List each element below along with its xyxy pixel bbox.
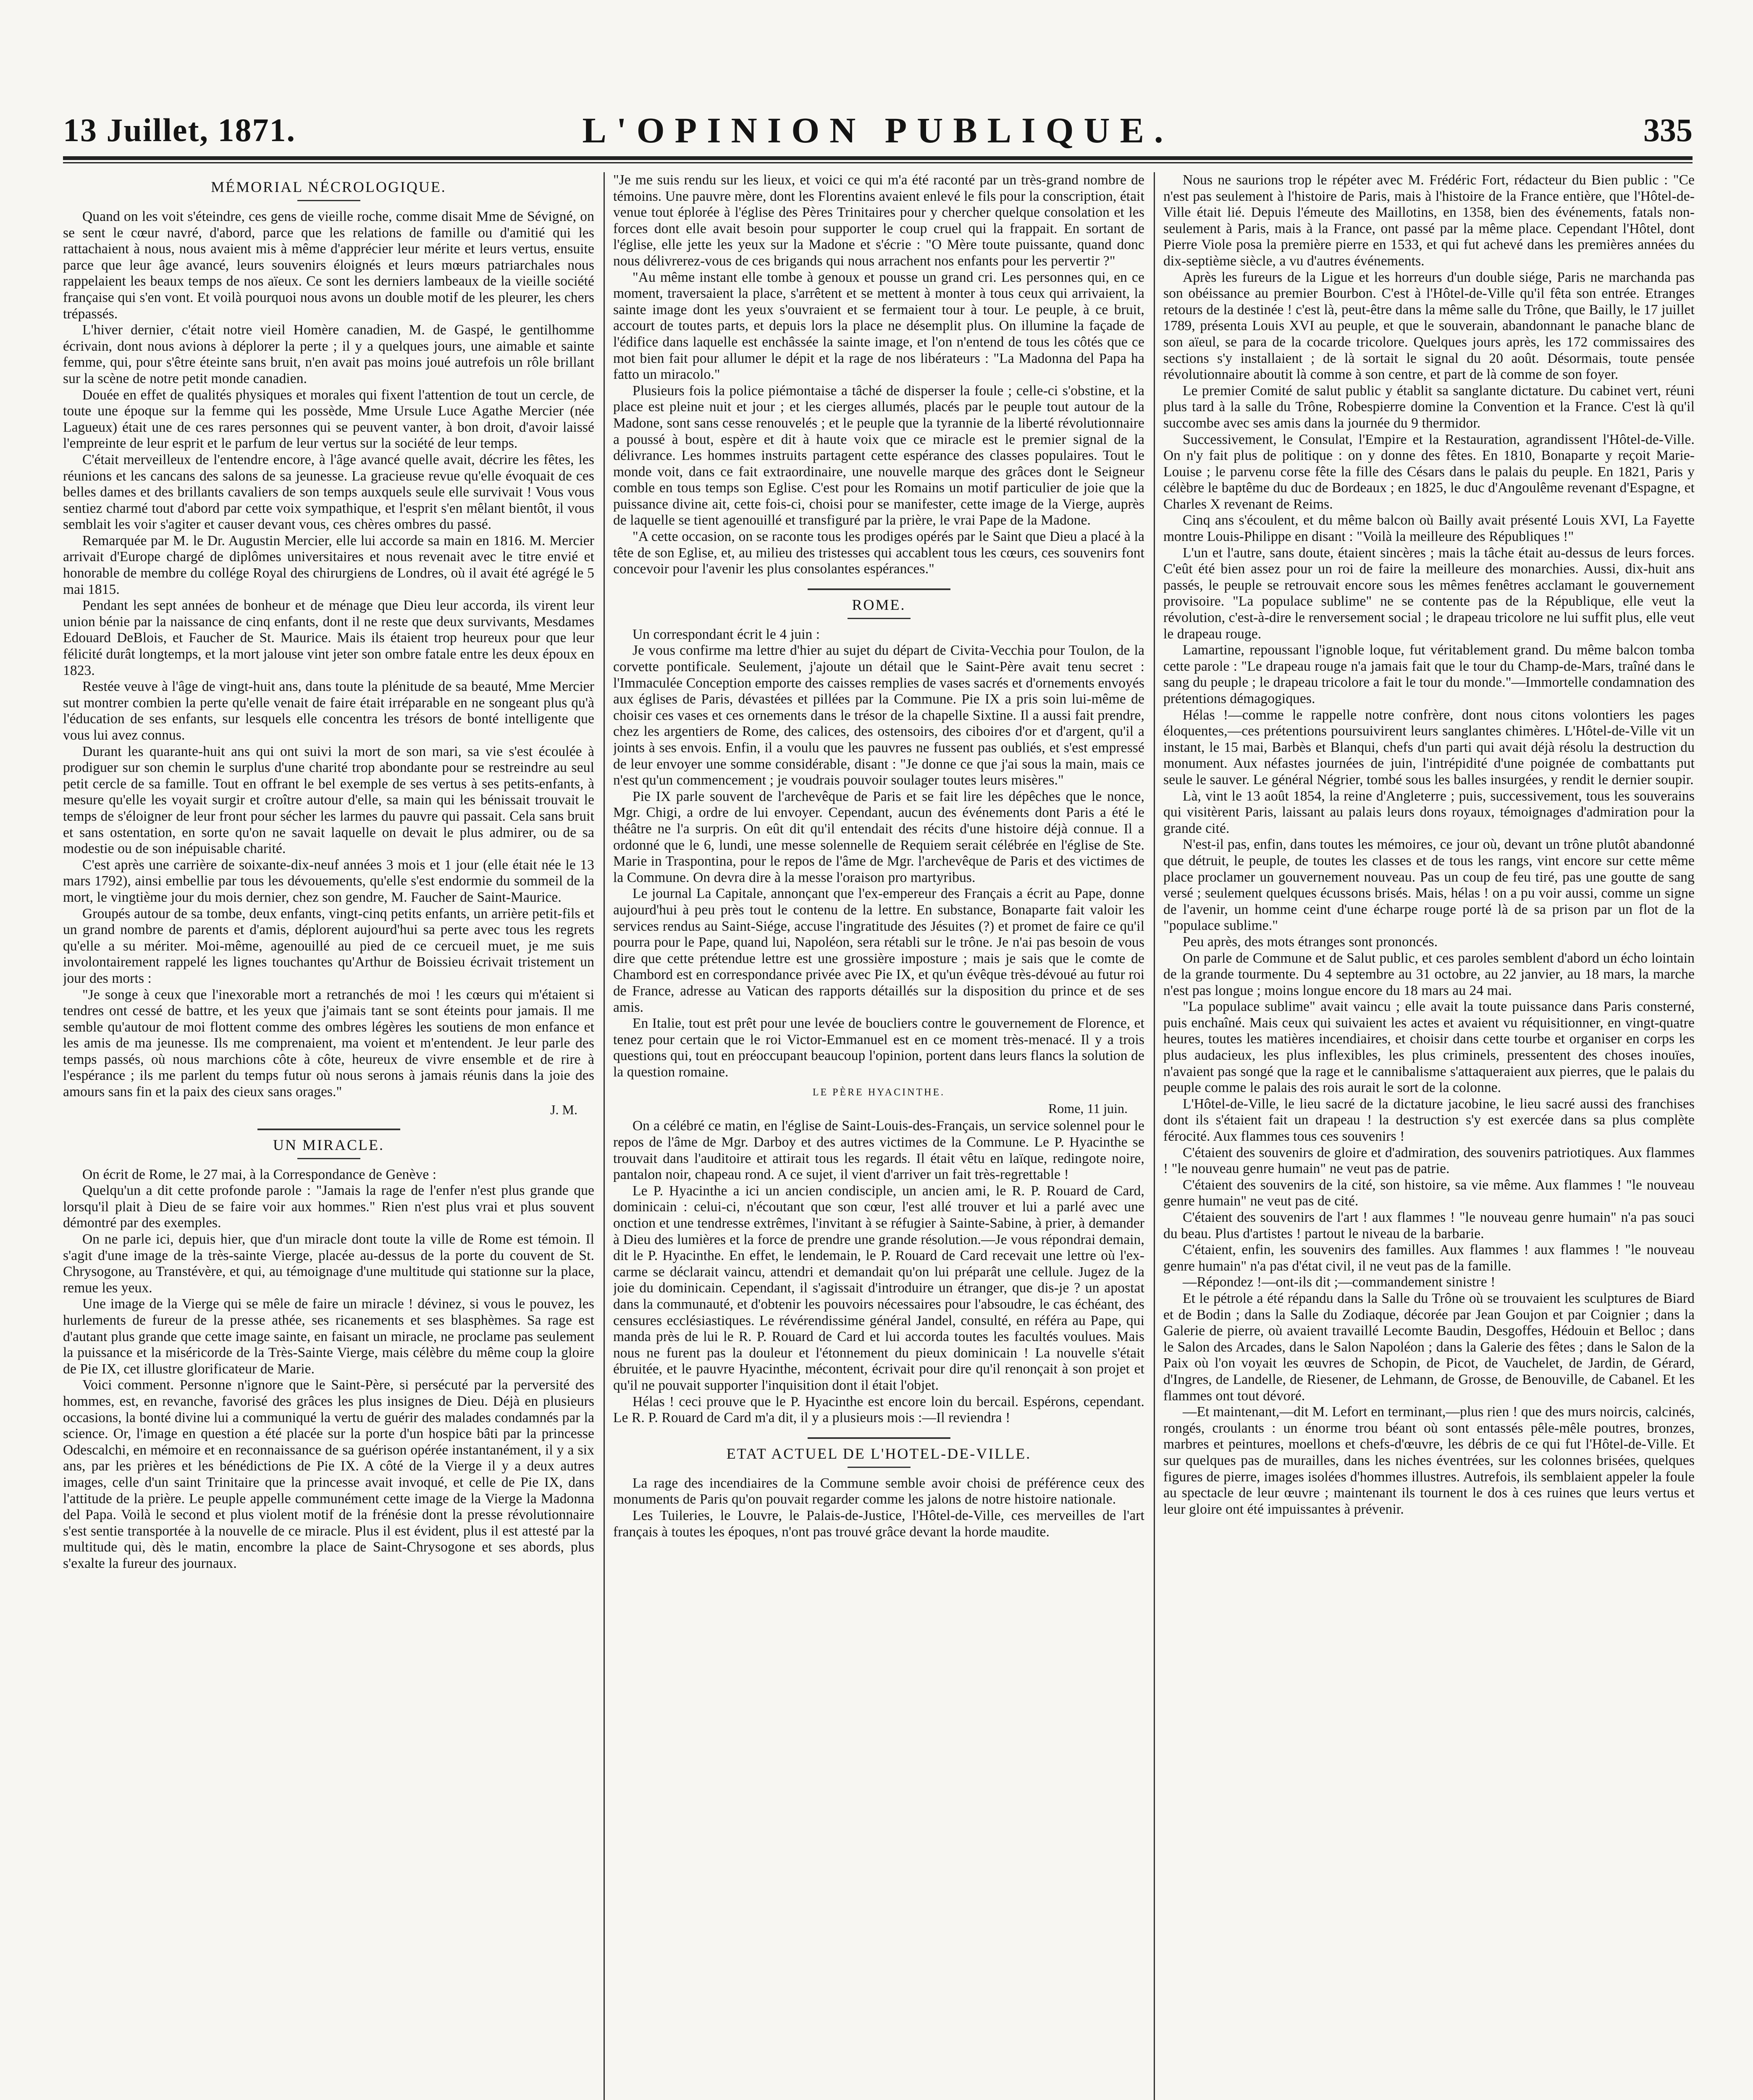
paragraph: C'étaient des souvenirs de la cité, son histoire, sa vie même. Aux flammes ! "le nouveau genre humain" ne veut pas de cité. [1163, 1177, 1695, 1209]
paragraph: Nous ne saurions trop le répéter avec M. Frédéric Fort, rédacteur du Bien public : "Ce n'est pas seulement à l'histoire de Paris, mais à l'histoire de la France entière, que l'Hôtel-de-Ville était lié. Depuis l'émeute des Maillotins, en 1358, bien des événements, fatals non-seulement à Paris, mais à la France, ont passé par la même place. Cependant l'Hôtel, dont Pierre Viole posa la première pierre en 1533, et qui fut achevé dans les premières années du dix-septième siècle, a vu d'autres événements. [1163, 172, 1695, 269]
section-rule [808, 588, 950, 590]
paragraph: C'étaient des souvenirs de gloire et d'admiration, des souvenirs patriotiques. Aux flammes ! "le nouveau genre humain" ne veut pas de patrie. [1163, 1144, 1695, 1177]
paragraph: L'hiver dernier, c'était notre vieil Homère canadien, M. de Gaspé, le gentilhomme écrivain, dont nous avions à déplorer la perte ; il y a quelques jours, une aimable et sainte femme, qui, pour s'être éteinte sans bruit, n'en avait pas moins joué autrefois un rôle brillant sur la scène de notre petit monde canadien. [63, 322, 594, 386]
paragraph: L'un et l'autre, sans doute, étaient sincères ; mais la tâche était au-dessus de leurs forces. C'eût été bien assez pour un roi de faire la meilleure des monarchies. Aussi, dix-huit ans passés, le peuple se retrouvait encore sous les mêmes fenêtres acclamant le gouvernement provisoire. "La populace sublime" ne se contente pas de la République, elle veut la révolution, c'est-à-dire le renversement social ; le drapeau tricolore ne lui suffit plus, elle veut le drapeau rouge. [1163, 545, 1695, 642]
paragraph: "Au même instant elle tombe à genoux et pousse un grand cri. Les personnes qui, en ce moment, traversaient la place, s'arrêtent et se mettent à monter à tous ceux qui arrivaient, la sainte image dont les yeux s'ouvraient et se fermaient tour à tour. Le peuple, à ce bruit, accourt de toutes parts, et depuis lors la place ne désemplit plus. On illumine la façade de l'édifice dans laquelle est enchâssée la sainte image, et l'on n'entend de tous les côtés que ce mot bien fait pour allumer le dépit et la rage de nos libérateurs : "La Madonna del Papa ha fatto un miracolo." [613, 269, 1144, 383]
memorial-article [63, 209, 594, 1118]
masthead [63, 107, 1693, 153]
paragraph: L'Hôtel-de-Ville, le lieu sacré de la dictature jacobine, le lieu sacré aussi des franchises dont ils s'étaient fait un drapeau ! la destruction s'y est exercée dans sa plus complète férocité. Aux flammes tous ces souvenirs ! [1163, 1096, 1695, 1144]
hotel-de-ville-article-continued [1163, 172, 1695, 1517]
rome-article [613, 627, 1144, 1081]
paragraph: C'est après une carrière de soixante-dix-neuf années 3 mois et 1 jour (elle était née le 13 mars 1792), ainsi embellie par tous les dévouements, qu'elle s'est endormie du sommeil de la mort, le vingtième jour du mois dernier, chez son gendre, M. Faucher de Saint-Maurice. [63, 857, 594, 905]
hyacinthe-article [613, 1101, 1144, 1426]
paragraph: Quelqu'un a dit cette profonde parole : "Jamais la rage de l'enfer n'est plus grande que lorsqu'il plait à Dieu de se faire voir aux hommes." Rien n'est plus vrai et plus souvent démontré par des exemples. [63, 1183, 594, 1231]
paragraph: Pendant les sept années de bonheur et de ménage que Dieu leur accorda, ils virent leur union bénie par la naissance de cinq enfants, dont il ne reste que deux survivants, Mesdames Edouard DeBlois, et Faucher de St. Maurice. Mais ils étaient trop heureux pour que leur félicité durât longtemps, et la mort jalouse vint jeter son ombre fatale entre les deux époux en 1823. [63, 598, 594, 678]
column-2 [613, 172, 1144, 2100]
paragraph: On écrit de Rome, le 27 mai, à la Correspondance de Genève : [82, 1166, 437, 1182]
paragraph: On a célébré ce matin, en l'église de Saint-Louis-des-Français, un service solennel pour le repos de l'âme de Mgr. Darboy et des autres victimes de la Commune. Le P. Hyacinthe se trouvait dans l'auditoire et attirait tous les regards. Il était vêtu en laïque, redingote noire, pantalon noir, chapeau rond. A ce sujet, il vient d'arriver un fait très-regrettable ! [613, 1118, 1144, 1183]
paragraph: Remarquée par M. le Dr. Augustin Mercier, elle lui accorde sa main en 1816. M. Mercier arrivait d'Europe chargé de diplômes universitaires et nous revenait avec le titre envié et honorable de membre du collége Royal des chirurgiens de Londres, où il avait été agrégé le 5 mai 1815. [63, 533, 594, 597]
paragraph: Cinq ans s'écoulent, et du même balcon où Bailly avait présenté Louis XVI, La Fayette montre Louis-Philippe en disant : "Voilà la meilleure des Républiques !" [1163, 512, 1695, 545]
paragraph: Le premier Comité de salut public y établit sa sanglante dictature. Du cabinet vert, réuni plus tard à la salle du Trône, Robespierre domine la Convention et la France. C'est là qu'il succombe avec ses amis dans la journée du 9 thermidor. [1163, 383, 1695, 431]
paragraph: Après les fureurs de la Ligue et les horreurs d'un double siége, Paris ne marchanda pas son obéissance au premier Bourbon. C'est à l'Hôtel-de-Ville qu'il fêta son entrée. Etranges retours de la destinée ! c'est là, peut-être dans la même salle du Trône, que Bailly, le 17 juillet 1789, présenta Louis XVI au peuple, et que le souverain, abandonnant le panache blanc de son aïeul, se para de la cocarde tricolore. Quelques jours après, les 172 commissaires des sections s'y installaient ; de là sortait le signal du 20 août. Désormais, toute pensée révolutionnaire aboutit là comme à son centre, et part de là comme de son foyer. [1163, 269, 1695, 383]
paragraph: Douée en effet de qualités physiques et morales qui fixent l'attention de tout un cercle, de toute une époque sur la femme qui les possède, Mme Ursule Luce Agathe Mercier (née Lagueux) était une de ces rares personnes qui se peuvent vanter, à bon droit, d'avoir laissé l'empreinte de leur esprit et le parfum de leur vertus sur la société de leur temps. [63, 387, 594, 452]
hotel-de-ville-heading: ETAT ACTUEL DE L'HOTEL-DE-VILLE. [726, 1445, 1031, 1462]
hyacinthe-heading: LE PÈRE HYACINTHE. [812, 1087, 945, 1098]
paragraph: Quand on les voit s'éteindre, ces gens de vieille roche, comme disait Mme de Sévigné, on se sent le cœur navré, d'abord, parce que les relations de famille ou d'amitié qui les rattachaient à nous, nous avaient mis à même d'apprécier leur mérite et leurs vertus, ensuite parce que leur âge avancé, leurs souvenirs éloignés et leurs mœurs patriarchales nous rappelaient les beaux temps de nos aïeux. Ce sont les derniers lambeaux de la vieille société française qui s'en vont. Et voilà pourquoi nous avons un double motif de les pleurer, les chers trépassés. [63, 209, 594, 322]
paragraph: Hélas ! ceci prouve que le P. Hyacinthe est encore loin du bercail. Espérons, cependant. Le R. P. Rouard de Card m'a dit, il y a plusieurs mois :—Il reviendra ! [613, 1394, 1144, 1426]
paragraph: Successivement, le Consulat, l'Empire et la Restauration, agrandissent l'Hôtel-de-Ville. On n'y fait plus de politique : on y donne des fêtes. En 1810, Bonaparte y reçoit Marie-Louise ; le parvenu corse fête la fille des Césars dans le palais du peuple. En 1821, Paris y célèbre le baptême du duc de Bordeaux ; en 1825, le duc d'Angoulême revenant d'Espagne, et Charles X revenant de Reims. [1163, 431, 1695, 512]
paragraph: N'est-il pas, enfin, dans toutes les mémoires, ce jour où, devant un trône plutôt abandonné que détruit, le peuple, de toutes les classes et de tous les rangs, vint encore sur cette même place proclamer un gouvernement nouveau. Pas un coup de feu tiré, pas une goutte de sang versé ; seulement quelques écussons brisés. Mais, hélas ! on a pu voir aussi, comme un signe de l'avenir, un homme ceint d'une écharpe rouge porté là de sa prison par un flot de la "populace sublime." [1163, 837, 1695, 934]
paragraph: Lamartine, repoussant l'ignoble loque, fut véritablement grand. Du même balcon tomba cette parole : "Le drapeau rouge n'a jamais fait que le tour du Champ-de-Mars, traîné dans le sang du peuple ; le drapeau tricolore a fait le tour du monde."—Immortelle condamnation des prétentions démagogiques. [1163, 642, 1695, 706]
column-1 [63, 172, 594, 2100]
paragraph: C'étaient des souvenirs de l'art ! aux flammes ! "le nouveau genre humain" n'a pas souci du beau. Plus d'artistes ! partout le niveau de la barbarie. [1163, 1210, 1695, 1242]
paragraph: Hélas !—comme le rappelle notre confrère, dont nous citons volontiers les pages éloquentes,—ces prétentions poursuivirent leurs sanglantes chimères. L'Hôtel-de-Ville vit un instant, le 15 mai, Barbès et Blanqui, chefs d'un parti qui avait déjà résolu la destruction du monument. Aux néfastes journées de juin, l'intrépidité d'une poignée de combattants put seule le sauver. Le général Négrier, tombé sous les balles insurgées, y rendit le dernier soupir. [1163, 707, 1695, 788]
section-rule [808, 1437, 950, 1439]
column-divider [1154, 172, 1155, 2100]
paragraph: Voici comment. Personne n'ignore que le Saint-Père, si persécuté par la perversité des hommes, est, en revanche, favorisé des grâces les plus insignes de Dieu. Déjà en plusieurs occasions, la bonté divine lui a communiqué la vertu de guérir des malades condamnés par la science. Or, l'image en question a été placée sur la porte d'un hospice bâti par la princesse Odescalchi, en mémoire et en reconnaissance de sa guérison opérée instantanément, il y a six ans, par les prières et les bénédictions de Pie IX. A côté de la Vierge il y a deux autres images, celle d'un saint Trinitaire que la princesse avait invoqué, et celle de Pie IX, dans l'attitude de la prière. Le peuple appelle communément cette image de la Vierge la Madonna del Papa. Voilà le second et plus violent motif de la frénésie dont la presse révolutionnaire s'est sentie transportée à la nouvelle de ce miracle. Plus il est évident, plus il est attesté par la multitude qui, dès le matin, encombre la place de Saint-Chrysogone et ses abords, plus s'exalte la fureur des journaux. [63, 1377, 594, 1571]
paragraph: "Je me suis rendu sur les lieux, et voici ce qui m'a été raconté par un très-grand nombre de témoins. Une pauvre mère, dont les Florentins avaient enlevé le fils pour la conscription, était venue tout éplorée à l'église des Pères Trinitaires pour y chercher quelque consolation et les forces dont elle avait besoin pour supporter le coup cruel qui la frappait. En sortant de l'église, elle jette les yeux sur la Madone et s'écrie : "O Mère toute puissante, quand donc nous délivrerez-vous de ces brigands qui nous arrachent nos enfants pour les pervertir ?" [613, 172, 1144, 269]
paragraph: Et le pétrole a été répandu dans la Salle du Trône où se trouvaient les sculptures de Biard et de Bodin ; dans la Salle du Zodiaque, décorée par Jean Goujon et par Coignier ; dans la Galerie de pierre, où avaient travaillé Lecomte Baudin, Desgoffes, Hédouin et Belloc ; dans le Salon des Arcades, dans le Salon Napoléon ; dans la Galerie des fêtes ; dans le Salon de la Paix où l'on voyait les œuvres de Schopin, de Picot, de Vauchelet, de Jardin, de Gérard, d'Ingres, de Landelle, de Riesener, de Lehmann, de Grosse, de Benouville, de Cabanel. Et les flammes ont tout dévoré. [1163, 1290, 1695, 1404]
section-rule [257, 1129, 400, 1130]
heading-rule [297, 200, 360, 201]
column-3 [1163, 172, 1695, 2100]
paragraph: —Et maintenant,—dit M. Lefort en terminant,—plus rien ! que des murs noircis, calcinés, rongés, croulants : un énorme trou béant où sont entassés pêle-mêle poutres, bronzes, marbres et peintures, moellons et chefs-d'œuvre, les débris de ce qui fut l'Hôtel-de-Ville. Et sur quelques pas de murailles, dans les niches éventrées, sur les colonnes brisées, quelques figures de pierre, images isolées d'hommes illustres. Autrefois, ils semblaient appeler la foule au spectacle de leur œuvre ; maintenant ils tournent le dos à ces ruines que leurs vertus et leur gloire ont été impuissantes à prévenir. [1163, 1404, 1695, 1517]
page-number: 335 [1643, 112, 1693, 148]
paragraph: "A cette occasion, on se raconte tous les prodiges opérés par le Saint que Dieu a placé à la tête de son Eglise, et, au milieu des tristesses qui accablent tous les cœurs, ces souvenirs font concevoir pour l'avenir les plus consolantes espérances." [613, 529, 1144, 577]
paragraph: "La populace sublime" avait vaincu ; elle avait la toute puissance dans Paris consterné, puis enchaîné. Mais ceux qui suivaient les actes et avaient vu réquisitionner, en vingt-quatre heures, toutes les matières incendiaires, et choisir dans cette tourbe et organiser en corps les plus audacieux, les plus inflexibles, les plus criminels, pressentent des choses inouïes, n'avaient pas songé que la rage et le cannibalisme s'attaqueraient aux pierres, que le palais du peuple comme le palais des rois aurait le sort de la colonne. [1163, 999, 1695, 1096]
paragraph: On parle de Commune et de Salut public, et ces paroles semblent d'abord un écho lointain de la grande tourmente. Du 4 septembre au 31 octobre, au 22 janvier, au 18 mars, la marche n'est pas longue ; moins longue encore du 18 mars au 24 mai. [1163, 950, 1695, 998]
signature: J. M. [550, 1102, 577, 1117]
paragraph: Restée veuve à l'âge de vingt-huit ans, dans toute la plénitude de sa beauté, Mme Mercier sut montrer combien la perte qu'elle venait de faire était irréparable en ne songeant plus qu'à l'éducation de ses enfants, sur lesquels elle concentra les trésors de bonté intelligente que vous lui avez connus. [63, 679, 594, 743]
miracle-article [63, 1167, 594, 1572]
paragraph: Durant les quarante-huit ans qui ont suivi la mort de son mari, sa vie s'est écoulée à prodiguer sur son chemin le surplus d'une charité trop abondante pour se restreindre au seul petit cercle de sa famille. Tout en offrant le bel exemple de ses vertus à ses petits-enfants, à mesure qu'elle les voyait surgir et croître autour d'elle, sa main qui les bénissait trouvait le temps de s'éloigner de leur front pour sécher les larmes du pauvre qui passait. Cela sans bruit et sans ostentation, en sorte qu'on ne savait laquelle on devait le plus admirer, ou de sa modestie ou de son inépuisable charité. [63, 743, 594, 857]
paragraph: Un correspondant écrit le 4 juin : [632, 626, 820, 642]
paragraph: Là, vint le 13 août 1854, la reine d'Angleterre ; puis, successivement, tous les souverains qui visitèrent Paris, laissant au palais leurs dons royaux, témoignages d'admiration pour la grande cité. [1163, 788, 1695, 836]
heading-rule [297, 1158, 360, 1159]
paragraph: Plusieurs fois la police piémontaise a tâché de disperser la foule ; celle-ci s'obstine, et la place est pleine nuit et jour ; et les cierges allumés, placés par le peuple tout autour de la Madone, sont sans cesse renouvelés ; et le peuple que la tyrannie de la liberté révolutionnaire a poussé à bout, espère et dit à haute voix que ce miracle est le premier signal de la délivrance. Les hommes instruits partagent cette espérance des classes populaires. Tout le monde voit, dans ce fait extraordinaire, une nouvelle marque des grâces dont le Seigneur comble en tous temps son Eglise. C'est pour les Romains un motif particulier de joie que la puissance divine ait, cette fois-ci, choisi pour se manifester, cette image de la Vierge, auprès de laquelle se tient agenouillé et transfiguré par la prière, le vrai Pape de la Madone. [613, 383, 1144, 528]
heading-rule [848, 618, 911, 619]
hotel-de-ville-article [613, 1475, 1144, 1540]
paragraph: C'étaient, enfin, les souvenirs des familles. Aux flammes ! aux flammes ! "le nouveau genre humain" n'a pas d'état civil, il ne veut pas de la famille. [1163, 1242, 1695, 1274]
column-divider [604, 172, 605, 2100]
paragraph: Le journal La Capitale, annonçant que l'ex-empereur des Français a écrit au Pape, donne aujourd'hui à peu près tout le contenu de la lettre. En substance, Bonaparte fait valoir les services rendus au Saint-Siége, accuse l'ingratitude des Jésuites (?) et promet de faire ce qu'il pourra pour le Pape, quand lui, Napoléon, sera rétabli sur le trône. Je n'ai pas besoin de vous dire que cette prétendue lettre est une grossière imposture ; mais je sais que le comte de Chambord est en correspondance privée avec Pie IX, et qu'un évêque très-dévoué au futur roi de France, adresse au Vatican des rapports détaillés sur la disposition du prince et de ses amis. [613, 886, 1144, 1015]
miracle-article-continued [613, 172, 1144, 578]
heading-rule [848, 1467, 911, 1468]
paragraph: Le P. Hyacinthe a ici un ancien condisciple, un ancien ami, le R. P. Rouard de Card, dominicain : celui-ci, n'écoutant que son cœur, l'est allé trouver et lui a parlé avec une onction et une tendresse extrêmes, l'invitant à se réfugier à Sainte-Sabine, à prier, à demander à Dieu des lumières et la force de prendre une grande résolution.—Je vous répondrai demain, dit le P. Hyacinthe. En effet, le lendemain, le P. Rouard de Card recevait une lettre où l'ex-carme se déclarait vaincu, attendri et demandait qu'on lui préparât une cellule. Jugez de la joie du dominicain. Cependant, il s'agissait d'introduire un étranger, que dis-je ? un apostat dans la communauté, et d'obtenir les pouvoirs nécessaires pour l'absoudre, le cas échéant, des censures ecclésiastiques. Le révérendissime général Jandel, consulté, en référa au Pape, qui manda près de lui le R. P. Rouard de Card et lui accorda toutes les facultés voulues. Mais nous ne furent pas la douleur et l'étonnement du pieux dominicain ! La nouvelle s'était ébruitée, et le pauvre Hyacinthe, mécontent, écrivait pour dire qu'il renonçait à son projet et qu'il ne pouvait supporter l'inquisition dont il était l'objet. [613, 1183, 1144, 1393]
paragraph: On ne parle ici, depuis hier, que d'un miracle dont toute la ville de Rome est témoin. Il s'agit d'une image de la très-sainte Vierge, placée au-dessus de la porte du couvent de St. Chrysogone, au Transtévère, et qui, au témoignage d'une multitude qui stationne sur la place, remue les yeux. [63, 1231, 594, 1296]
paragraph: Une image de la Vierge qui se mêle de faire un miracle ! dévinez, si vous le pouvez, les hurlements de fureur de la presse athée, ses ricanements et ses blasphèmes. Sa rage est d'autant plus grande que cette image sainte, en faisant un miracle, ne proclame pas seulement la puissance et la miséricorde de la Très-Sainte Vierge, mais célèbre du même coup la gloire de Pie IX, cet illustre glorificateur de Marie. [63, 1296, 594, 1377]
dateline: Rome, 11 juin. [1048, 1101, 1128, 1116]
paragraph: Les Tuileries, le Louvre, le Palais-de-Justice, l'Hôtel-de-Ville, ces merveilles de l'art français à toutes les époques, n'ont pas trouvé grâce devant la horde maudite. [613, 1507, 1144, 1540]
newspaper-title: L'OPINION PUBLIQUE. [582, 110, 1173, 150]
quotation: "Je songe à ceux que l'inexorable mort a retranchés de moi ! les cœurs qui m'étaient si tendres ont cessé de battre, et les yeux que j'aimais tant se sont éteints pour jamais. Il me semble qu'autour de moi flottent comme des ombres légères les soutiens de mon enfance et les amis de ma jeunesse. Ils me comprenaient, ma voient et m'entendent. Je leur parle des temps passés, où nous marchions côte à côte, heureux de vivre ensemble et de rire à l'espérance ; ils me parlent du temps futur où nous serons à jamais réunis dans la joie des amours sans fin et la paix des cieux sans orages." [63, 987, 594, 1100]
paragraph: En Italie, tout est prêt pour une levée de boucliers contre le gouvernement de Florence, et tenez pour certain que le roi Victor-Emmanuel est en ce moment très-menacé. Il y a trois questions qui, tout en préoccupant beaucoup l'opinion, portent dans leurs flancs la solution de la question romaine. [613, 1016, 1144, 1080]
paragraph: Groupés autour de sa tombe, deux enfants, vingt-cinq petits enfants, un arrière petit-fils et un grand nombre de parents et d'amis, déplorent aujourd'hui sa perte avec tous les regrets qu'elle a su mériter. Moi-même, agenouillé au pied de ce cercueil muet, je me suis involontairement rappelé les lignes touchantes qu'Arthur de Boissieu écrivait tristement un jour des morts : [63, 906, 594, 986]
paragraph: C'était merveilleux de l'entendre encore, à l'âge avancé quelle avait, décrire les fêtes, les réunions et les cancans des salons de sa jeunesse. La gracieuse revue qu'elle évoquait de ces belles dames et des brillants cavaliers de son temps auxquels seule elle survivait ! Vous vous sentiez charmé tout d'abord par cette voix sympathique, et l'esprit s'en mêlant bientôt, il vous semblait les voir s'agiter et causer devant vous, ces chères ombres du passé. [63, 452, 594, 533]
issue-date: 13 Juillet, 1871. [63, 112, 296, 148]
masthead-rule [63, 156, 1693, 160]
paragraph: —Répondez !—ont-ils dit ;—commandement sinistre ! [1183, 1274, 1496, 1290]
paragraph: Peu après, des mots étranges sont prononcés. [1183, 934, 1438, 950]
paragraph: Je vous confirme ma lettre d'hier au sujet du départ de Civita-Vecchia pour Toulon, de la corvette pontificale. Seulement, j'ajoute un détail que le Saint-Père avait tenu secret : l'Immaculée Conception emporte des caisses remplies de vases sacrés et d'ornements envoyés aux églises de Paris, dévastées et pillées par la Commune. Pie IX a pris soin lui-même de choisir ces vases et ces ornements dans le trésor de la chapelle Sixtine. Il a aussi fait prendre, chez les argentiers de Rome, des calices, des ostensoirs, des ciboires d'or et d'argent, qu'il a joints à ses envois. Enfin, il a voulu que les pauvres ne fussent pas oubliés, et s'est empressé de leur envoyer une somme considérable, disant : "Je donne ce que j'ai sous la main, mais ce n'est qu'un commencement ; je voudrais pouvoir soulager toutes leurs misères." [613, 643, 1144, 788]
memorial-heading: MÉMORIAL NÉCROLOGIQUE. [211, 178, 446, 195]
rome-heading: ROME. [852, 596, 906, 613]
masthead-rule-thin [63, 162, 1693, 163]
paragraph: Pie IX parle souvent de l'archevêque de Paris et se fait lire les dépêches que le nonce, Mgr. Chigi, a ordre de lui envoyer. Cependant, aucun des événements dont Paris a été le théâtre ne l'a surpris. On eût dit qu'il entendait des récits d'une histoire déjà connue. Il a ordonné que le 6, lundi, une messe solennelle de Requiem serait célébrée en l'église de Ste. Marie in Traspontina, pour le repos de l'âme de Mgr. l'archevêque de Paris et des victimes de la Commune. On devra dire à la messe l'oraison pro martyribus. [613, 788, 1144, 885]
paragraph: La rage des incendiaires de la Commune semble avoir choisi de préférence ceux des monuments de Paris qu'on pouvait regarder comme les jalons de notre histoire nationale. [613, 1475, 1144, 1507]
miracle-heading: UN MIRACLE. [273, 1136, 384, 1153]
